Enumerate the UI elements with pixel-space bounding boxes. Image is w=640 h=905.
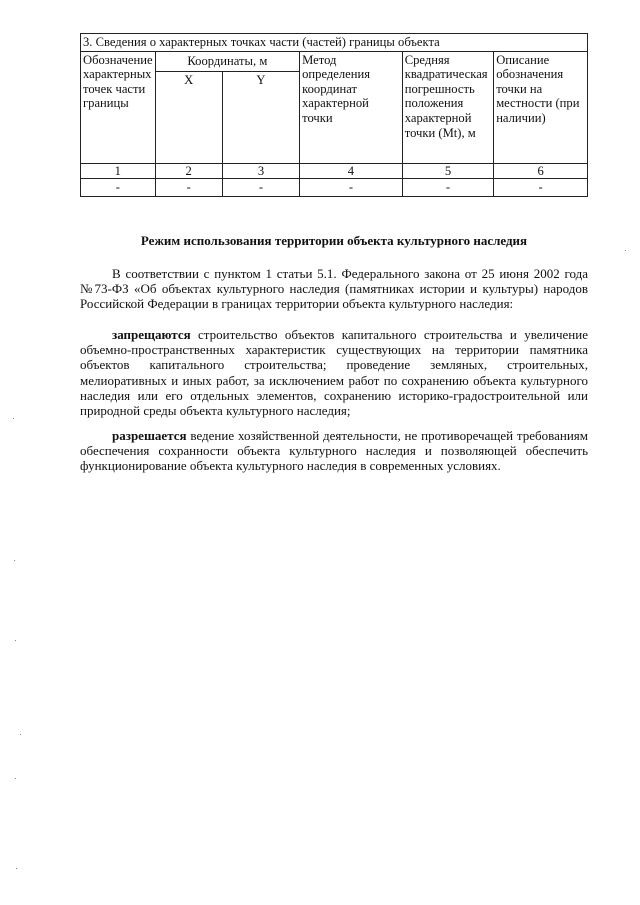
prohibited-text: строительство объектов капитального строительства и увеличение объемно-пространственных характеристик существующих на территории памятника объектов капитального строительства; проведение земляных, строительных, мелиоративных и иных работ, за исключением работ по сохранению объекта культурного наследия или его отдельных элементов, сохранению историко-градостроительной или природной среды объекта культурного наследия; [80, 327, 588, 419]
column-number: 1 [81, 163, 156, 179]
prohibited-keyword: запрещаются [112, 327, 191, 342]
prohibited-paragraph [80, 327, 588, 418]
header-method: Метод определения координат характерной точки [300, 51, 403, 163]
column-number: 5 [402, 163, 493, 179]
permitted-keyword: разрешается [112, 428, 187, 443]
table-header-row [81, 51, 588, 71]
scan-speck [13, 418, 14, 419]
table-cell: - [222, 179, 299, 197]
header-point-designation-text: Обозначение характерных точек части границы [83, 52, 153, 111]
header-coordinates: Координаты, м [155, 51, 300, 71]
column-number: 6 [494, 163, 588, 179]
boundary-points-table [80, 33, 588, 197]
header-x: X [155, 71, 222, 163]
column-number: 4 [300, 163, 403, 179]
header-y: Y [222, 71, 299, 163]
scan-speck [625, 250, 626, 251]
table-cell: - [300, 179, 403, 197]
header-error: Средняя квадратическая погрешность положения характерной точки (Mt), м [402, 51, 493, 163]
table-cell: - [494, 179, 588, 197]
intro-paragraph: В соответствии с пунктом 1 статьи 5.1. Федерального закона от 25 июня 2002 года №73-ФЗ «Об объектах культурного наследия (памятниках истории и культуры) народов Российской Федерации в границах территории объекта культурного наследия: [80, 266, 588, 312]
permitted-paragraph [80, 428, 588, 474]
section-title: Режим использования территории объекта культурного наследия [140, 233, 528, 248]
permitted-text: ведение хозяйственной деятельности, не противоречащей требованиям обеспечения сохранности объекта культурного наследия и позволяющей обеспечить функционирование объекта культурного наследия в современных условиях. [80, 428, 588, 474]
column-numbers-row [81, 163, 588, 179]
table-cell: - [402, 179, 493, 197]
table-caption-row [81, 34, 588, 52]
scan-speck [16, 868, 17, 869]
table-row [81, 179, 588, 197]
header-point-designation [81, 51, 156, 163]
scan-speck [20, 734, 21, 735]
column-number: 3 [222, 163, 299, 179]
table-caption: 3. Сведения о характерных точках части (частей) границы объекта [81, 34, 588, 52]
scan-speck [14, 560, 15, 561]
table-cell: - [81, 179, 156, 197]
column-number: 2 [155, 163, 222, 179]
scan-speck [15, 778, 16, 779]
table-cell: - [155, 179, 222, 197]
header-description: Описание обозначения точки на местности (при наличии) [494, 51, 588, 163]
scan-speck [15, 640, 16, 641]
